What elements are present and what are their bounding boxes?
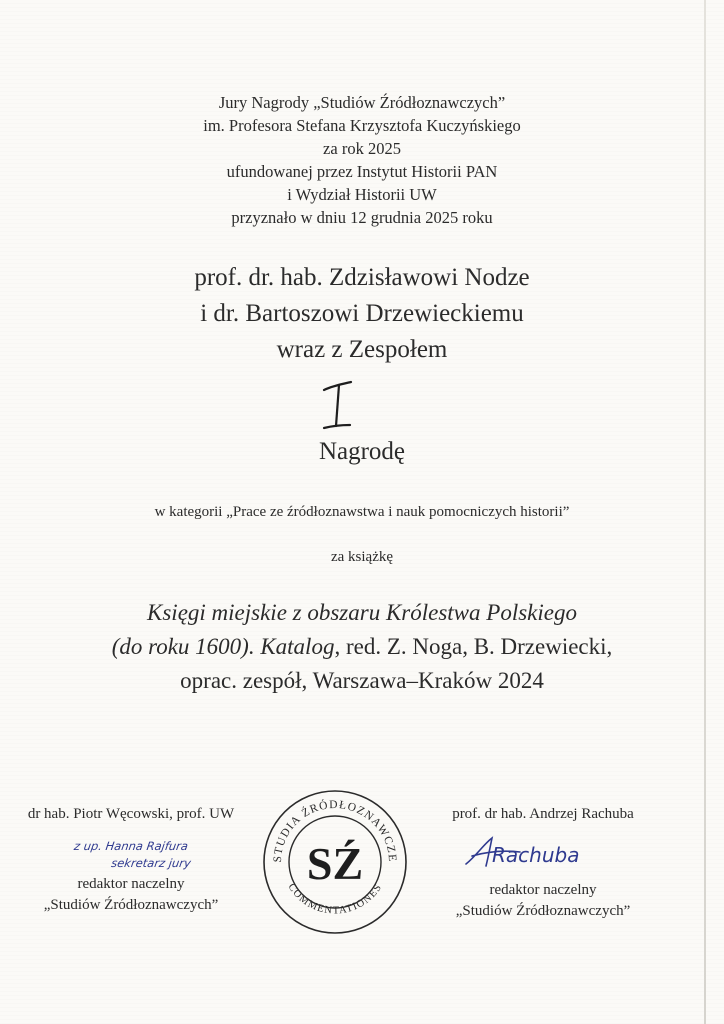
right-signatory-journal: „Studiów Źródłoznawczych” — [455, 903, 631, 919]
right-signatory-role: redaktor naczelny — [489, 882, 597, 898]
book-title-line-3: oprac. zespół, Warszawa–Kraków 2024 — [180, 668, 544, 693]
left-signatory-role: redaktor naczelny — [77, 876, 185, 892]
header-line-5: i Wydział Historii UW — [287, 185, 437, 204]
book-editors: , red. Z. Noga, B. Drzewiecki, — [334, 634, 613, 659]
left-signatory-journal: „Studiów Źródłoznawczych” — [43, 897, 219, 913]
header-line-2: im. Profesora Stefana Krzysztofa Kuczyńskiego — [203, 116, 521, 135]
studia-zrodloznawcze-seal — [261, 788, 409, 936]
right-signatory-name: prof. dr hab. Andrzej Rachuba — [452, 806, 634, 822]
right-signature-footer — [418, 880, 668, 922]
book-title-line-2 — [0, 630, 724, 663]
book-title-line-1 — [0, 596, 724, 629]
for-book-label: za książkę — [330, 549, 394, 565]
left-handwritten-line-2: sekretarz jury — [110, 856, 192, 870]
handwritten-roman-numeral — [318, 376, 358, 434]
left-signature-block — [0, 804, 262, 916]
book-title-italic-1: Księgi miejskie z obszaru Królestwa Polskiego — [147, 600, 577, 625]
header-line-3: za rok 2025 — [323, 139, 401, 158]
header-line-6: przyznało w dniu 12 grudnia 2025 roku — [231, 208, 493, 227]
left-signatory-name: dr hab. Piotr Węcowski, prof. UW — [27, 806, 235, 822]
right-signature-block — [418, 804, 668, 824]
recipient-line-1: prof. dr. hab. Zdzisławowi Nodze — [194, 264, 530, 291]
header-line-1: Jury Nagrody „Studiów Źródłoznawczych” — [218, 93, 506, 112]
header-line-4: ufundowanej przez Instytut Historii PAN — [226, 162, 498, 181]
left-handwritten-line-1: z up. Hanna Rajfura — [73, 839, 190, 853]
recipient-line-3: wraz z Zespołem — [276, 336, 448, 363]
award-label: Nagrodę — [318, 438, 406, 465]
recipient-line-2: i dr. Bartoszowi Drzewieckiemu — [200, 300, 524, 327]
book-title-italic-2: (do roku 1600). Katalog — [111, 634, 335, 659]
award-category: w kategorii „Prace ze źródłoznawstwa i nauk pomocniczych historii” — [154, 504, 570, 520]
right-handwritten-signature — [462, 834, 612, 874]
seal-bottom-text: COMMENTATIONES — [285, 881, 385, 917]
seal-top-text: STUDIA ŹRÓDŁOZNAWCZE — [271, 798, 399, 863]
seal-monogram: SŹ — [306, 838, 364, 889]
right-signature-text: Rachuba — [492, 843, 580, 867]
